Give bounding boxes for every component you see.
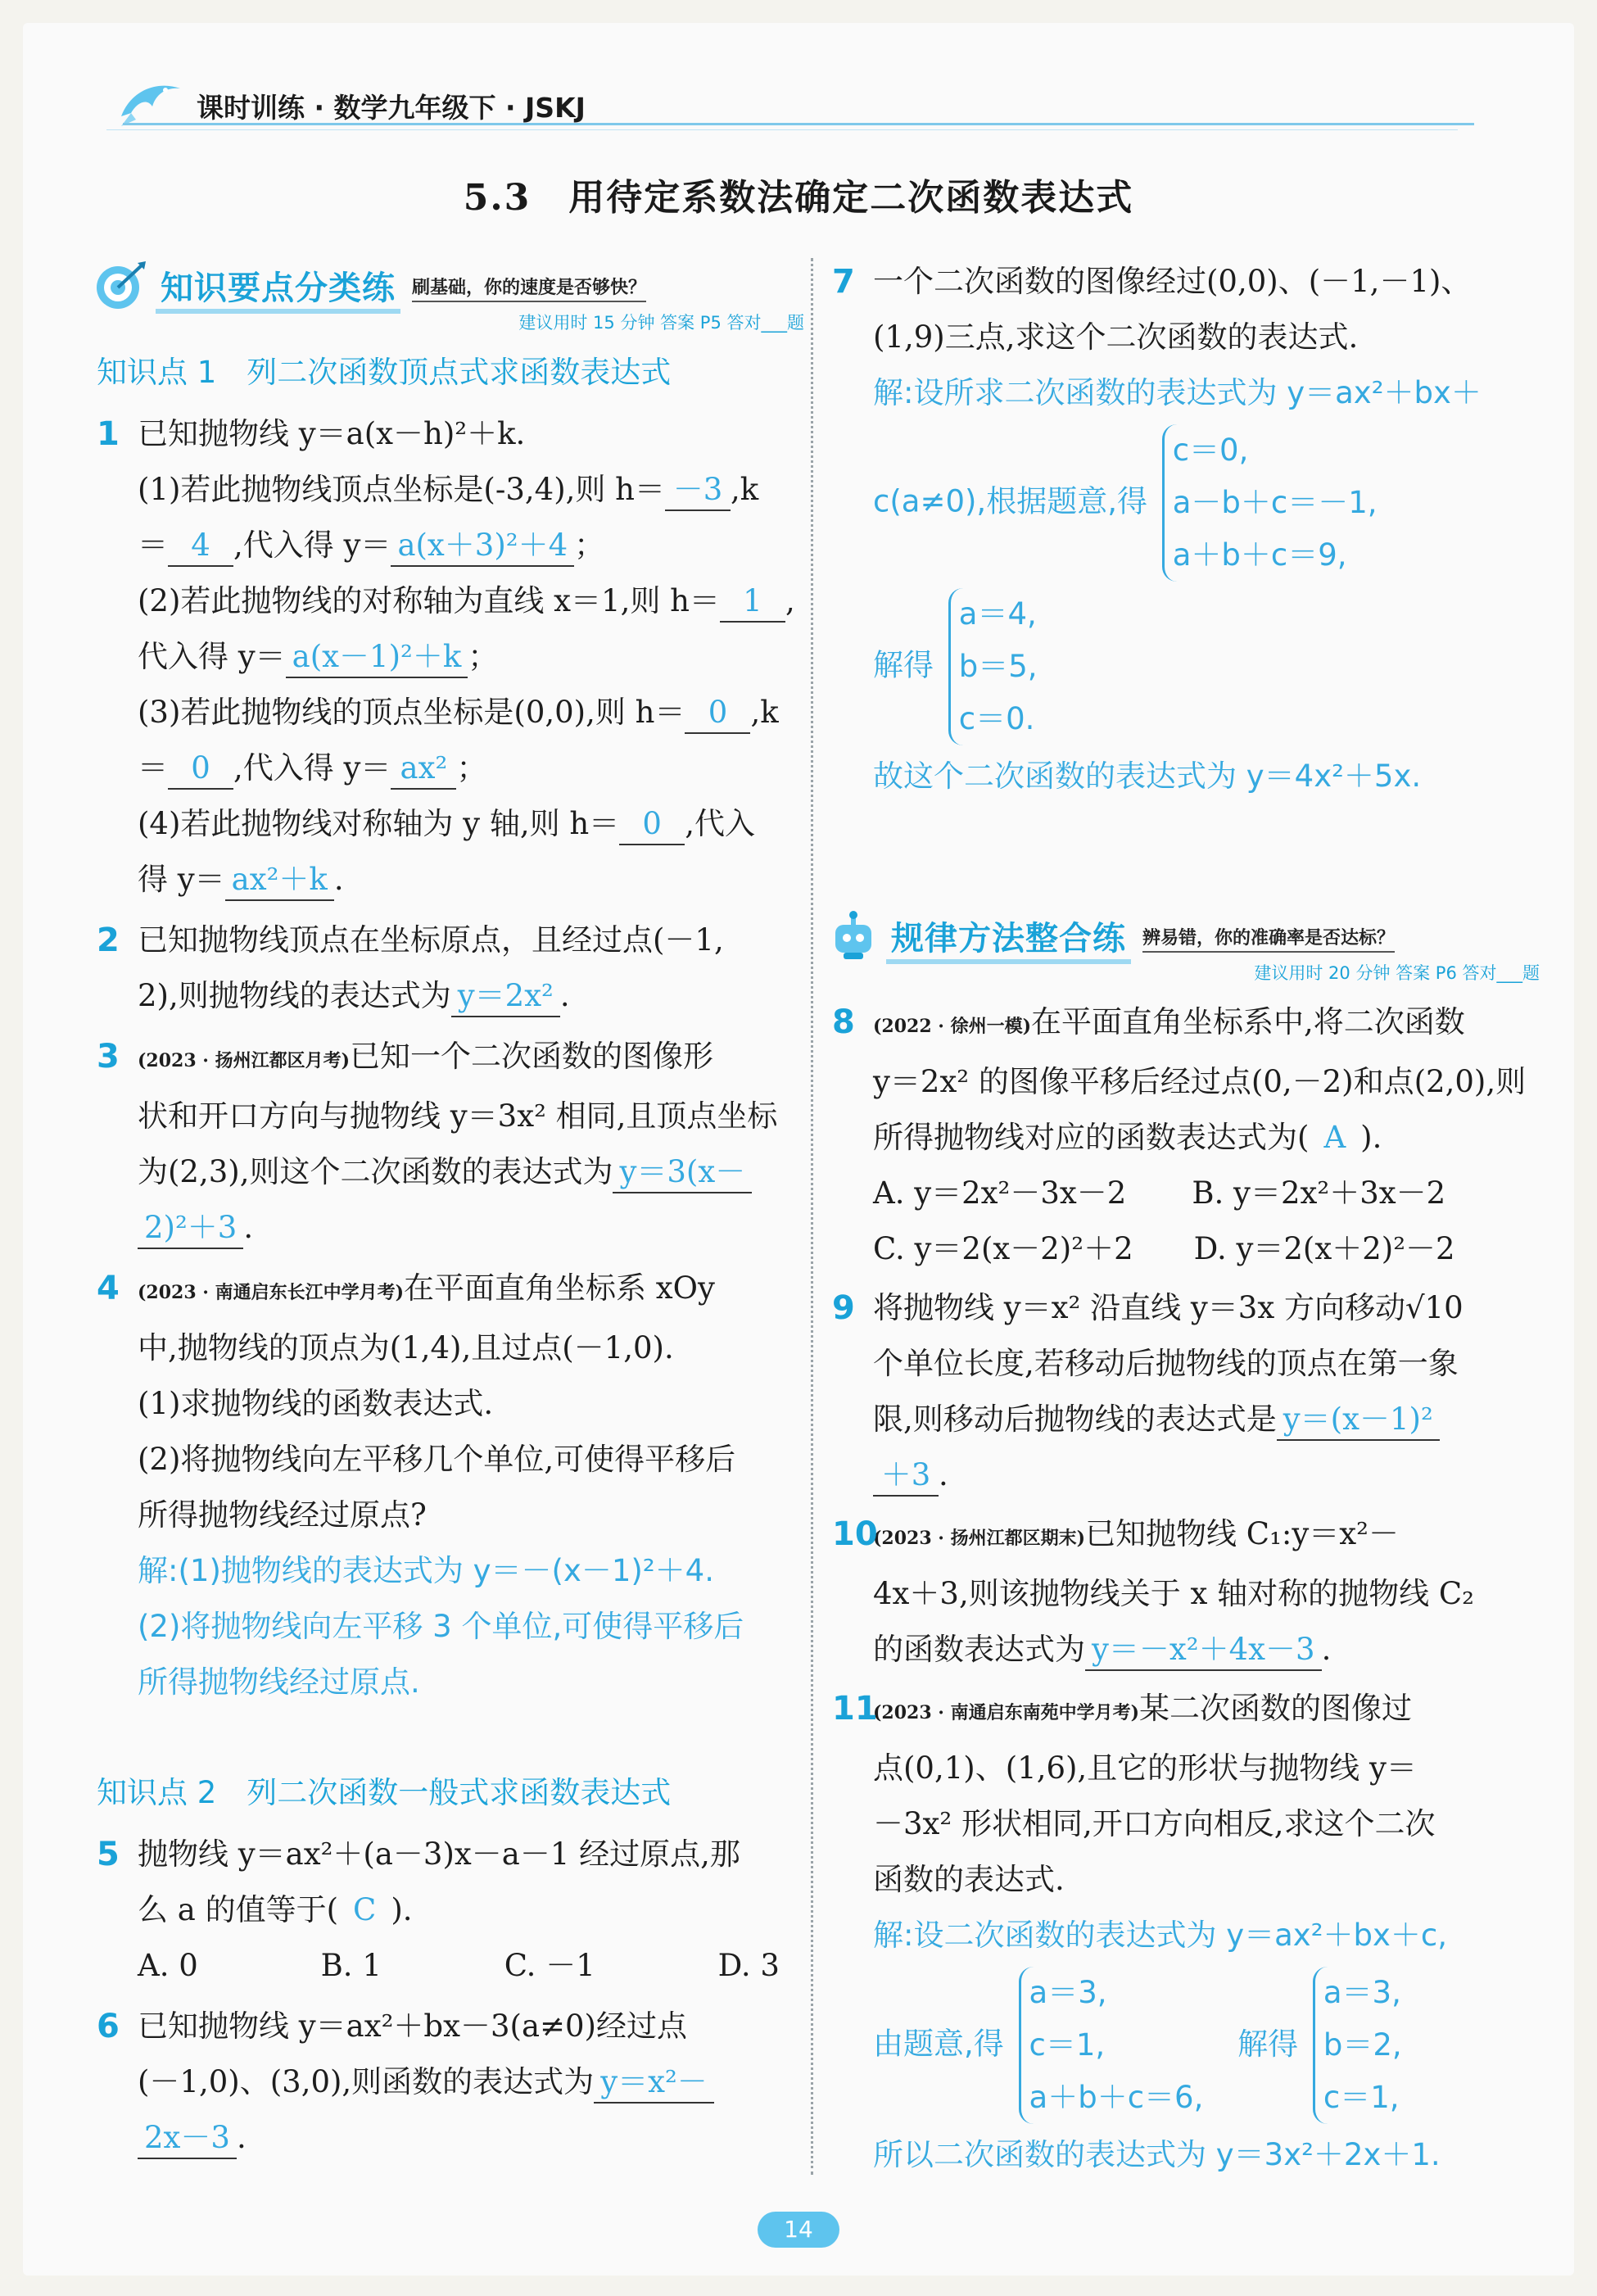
answer-blank: 0 xyxy=(685,693,750,734)
question-8 xyxy=(827,994,1540,1277)
question-1 xyxy=(92,406,804,908)
question-source: (2022 · 徐州一模) xyxy=(873,1016,1032,1037)
question-number: 5 xyxy=(97,1836,120,1873)
q1-part2: (2)若此抛物线的对称轴为直线 x＝1,则 h＝ 1 , xyxy=(138,573,804,629)
q11-solution: 解:设二次函数的表达式为 y＝ax²＋bx＋c, xyxy=(873,1918,1448,1953)
q2-line: 2),则抛物线的表达式为 y＝2x² . xyxy=(138,968,804,1024)
question-number: 9 xyxy=(832,1289,855,1327)
header-text: 课时训练 · 数学九年级下 · JSKJ xyxy=(197,91,586,124)
answer-blank: y＝(x－1)² xyxy=(1277,1400,1440,1441)
dolphin-icon xyxy=(115,74,185,138)
question-7 xyxy=(827,254,1540,804)
question-number: 11 xyxy=(832,1690,878,1728)
answer-blank: a(x－1)²＋k xyxy=(286,637,468,678)
right-column xyxy=(827,254,1540,2183)
q1-part2b: 代入得 y＝ a(x－1)²＋k ； xyxy=(138,629,804,685)
page-number: 14 xyxy=(758,2212,839,2248)
option: C. －1 xyxy=(504,1948,595,1983)
q11-line: 点(0,1)、(1,6),且它的形状与抛物线 y＝ xyxy=(873,1750,1417,1786)
option: A. y＝2x²－3x－2 xyxy=(873,1175,1127,1211)
q4-solution: 所得抛物线经过原点. xyxy=(138,1664,420,1700)
option: D. 3 xyxy=(717,1948,780,1983)
q4-line: (1)求抛物线的函数表达式. xyxy=(138,1386,494,1421)
knowledge-point-2: 知识点 2 列二次函数一般式求函数表达式 xyxy=(97,1775,672,1810)
left-column xyxy=(92,260,804,2166)
q3-line: 状和开口方向与抛物线 y＝3x² 相同,且顶点坐标 xyxy=(138,1098,778,1134)
answer-blank: 2)²＋3 xyxy=(138,1208,243,1249)
answer-blank: ax² xyxy=(391,749,456,790)
q5-options xyxy=(138,1938,804,1994)
question-source: (2023 · 南通启东长江中学月考) xyxy=(138,1282,405,1303)
q1-part4: (4)若此抛物线对称轴为 y 轴,则 h＝ 0 ,代入 xyxy=(138,796,804,852)
q6-line: (－1,0)、(3,0),则函数的表达式为 y＝x²－ xyxy=(138,2054,804,2110)
section-slogan: 辨易错，你的准确率是否达标？ xyxy=(1142,924,1395,953)
page-title: 5.3 用待定系数法确定二次函数表达式 xyxy=(463,177,1134,219)
q11-solution: 所以二次函数的表达式为 y＝3x²＋2x＋1. xyxy=(873,2137,1441,2172)
knowledge-point-1: 知识点 1 列二次函数顶点式求函数表达式 xyxy=(97,355,672,390)
question-2 xyxy=(92,913,804,1024)
q3-line: 2)²＋3 . xyxy=(138,1200,804,1256)
section-header-method xyxy=(827,911,1540,983)
q11-line: 函数的表达式. xyxy=(873,1862,1065,1897)
answer-blank: ＋3 xyxy=(873,1456,939,1497)
choice-answer: A xyxy=(1323,1120,1346,1155)
q10-line: 4x＋3,则该抛物线关于 x 轴对称的抛物线 C₂ xyxy=(873,1576,1475,1611)
q1-part3b: ＝ 0 ,代入得 y＝ ax² ； xyxy=(138,740,804,796)
q3-line: 为(2,3),则这个二次函数的表达式为 y＝3(x－ xyxy=(138,1144,804,1200)
answer-blank: －3 xyxy=(665,470,731,511)
question-5 xyxy=(92,1827,804,1994)
q7-solution: c(a≠0),根据题意,得 c＝0, a－b＋c＝－1, a＋b＋c＝9, xyxy=(873,421,1540,585)
section-header-basic xyxy=(92,260,804,333)
q5-line: 抛物线 y＝ax²＋(a－3)x－a－1 经过原点,那 xyxy=(138,1836,740,1872)
question-10 xyxy=(827,1506,1540,1678)
q1-part4b: 得 y＝ ax²＋k . xyxy=(138,852,804,908)
equation-system: c＝0, a－b＋c＝－1, a＋b＋c＝9, xyxy=(1162,424,1378,582)
equation-system: a＝4, b＝5, c＝0. xyxy=(948,588,1038,745)
q9-line: ＋3 . xyxy=(873,1447,1540,1503)
answer-blank: y＝－x²＋4x－3 xyxy=(1085,1630,1322,1671)
q8-options xyxy=(873,1221,1540,1277)
answer-blank: 0 xyxy=(619,804,685,845)
q9-line: 限,则移动后抛物线的表达式是 y＝(x－1)² xyxy=(873,1392,1540,1447)
q4-solution: (2)将抛物线向左平移 3 个单位,可使得平移后 xyxy=(138,1609,744,1644)
question-number: 8 xyxy=(832,1003,855,1041)
section-meta: 建议用时 15 分钟 答案 P5 答对___题 xyxy=(518,313,804,333)
q4-line: (2)将抛物线向左平移几个单位,可使得平移后 xyxy=(138,1442,736,1477)
q11-solution: 由题意,得 a＝3, c＝1, a＋b＋c＝6, 解得 a＝3, b＝2, c＝1, xyxy=(873,1963,1540,2127)
q5-line: 么 a 的值等于( C ). xyxy=(138,1892,413,1927)
q1-part1b: ＝ 4 ,代入得 y＝ a(x＋3)²＋4 ； xyxy=(138,518,804,573)
answer-blank: 4 xyxy=(168,526,233,567)
running-header xyxy=(115,74,586,138)
option: D. y＝2(x＋2)²－2 xyxy=(1193,1231,1455,1266)
question-number: 2 xyxy=(97,922,120,959)
section-slogan: 刷基础，你的速度是否够快？ xyxy=(412,274,646,302)
q1-part3: (3)若此抛物线的顶点坐标是(0,0),则 h＝ 0 ,k xyxy=(138,685,804,740)
question-source: (2023 · 扬州江都区期末) xyxy=(873,1528,1086,1549)
answer-blank: 0 xyxy=(168,749,233,790)
q4-line: 中,抛物线的顶点为(1,4),且过点(－1,0). xyxy=(138,1330,674,1365)
question-number: 1 xyxy=(97,415,120,453)
question-11 xyxy=(827,1681,1540,2183)
q1-stem: 已知抛物线 y＝a(x－h)²＋k. xyxy=(138,416,526,451)
q7-line: (1,9)三点,求这个二次函数的表达式. xyxy=(873,319,1359,355)
question-source: (2023 · 南通启东南苑中学月考) xyxy=(873,1702,1140,1723)
header-rule-thin xyxy=(106,129,1458,130)
section-meta: 建议用时 20 分钟 答案 P6 答对___题 xyxy=(1254,963,1540,983)
robot-icon xyxy=(827,910,880,966)
option: C. y＝2(x－2)²＋2 xyxy=(873,1231,1133,1266)
q10-line: (2023 · 扬州江都区期末)已知抛物线 C₁:y＝x²－ xyxy=(873,1516,1400,1551)
equation-system: a＝3, c＝1, a＋b＋c＝6, xyxy=(1019,1967,1204,2124)
answer-blank: 1 xyxy=(720,582,785,623)
q7-solution: 故这个二次函数的表达式为 y＝4x²＋5x. xyxy=(873,759,1422,794)
answer-blank: a(x＋3)²＋4 xyxy=(391,526,574,567)
q7-line: 一个二次函数的图像经过(0,0)、(－1,－1)、 xyxy=(873,264,1472,299)
q10-line: 的函数表达式为 y＝－x²＋4x－3 . xyxy=(873,1622,1540,1678)
answer-blank: y＝x²－ xyxy=(594,2063,714,2104)
question-6 xyxy=(92,1999,804,2166)
question-number: 4 xyxy=(97,1270,120,1307)
question-9 xyxy=(827,1280,1540,1503)
question-4 xyxy=(92,1261,804,1710)
q7-solution: 解:设所求二次函数的表达式为 y＝ax²＋bx＋ xyxy=(873,375,1482,410)
question-3 xyxy=(92,1029,804,1256)
answer-blank: y＝2x² xyxy=(451,976,560,1017)
q9-line: 将抛物线 y＝x² 沿直线 y＝3x 方向移动√10 xyxy=(873,1290,1464,1325)
target-icon xyxy=(92,260,149,315)
q9-line: 个单位长度,若移动后抛物线的顶点在第一象 xyxy=(873,1346,1459,1381)
q6-line: 2x－3 . xyxy=(138,2110,804,2166)
q4-solution: 解:(1)抛物线的表达式为 y＝－(x－1)²＋4. xyxy=(138,1553,714,1588)
q6-line: 已知抛物线 y＝ax²＋bx－3(a≠0)经过点 xyxy=(138,2008,687,2044)
q4-line: (2023 · 南通启东长江中学月考)在平面直角坐标系 xOy xyxy=(138,1270,715,1306)
option: A. 0 xyxy=(138,1948,198,1983)
q8-line: y＝2x² 的图像平移后经过点(0,－2)和点(2,0),则 xyxy=(873,1064,1527,1099)
question-number: 10 xyxy=(832,1515,878,1553)
q7-solution: 解得 a＝4, b＝5, c＝0. xyxy=(873,585,1540,749)
question-number: 6 xyxy=(97,2008,120,2045)
answer-blank: 2x－3 xyxy=(138,2118,237,2159)
q8-options xyxy=(873,1166,1540,1221)
q1-part1: (1)若此抛物线顶点坐标是(-3,4),则 h＝ －3 ,k xyxy=(138,462,804,518)
q3-line: (2023 · 扬州江都区月考)已知一个二次函数的图像形 xyxy=(138,1039,714,1074)
question-source: (2023 · 扬州江都区月考) xyxy=(138,1050,351,1071)
q8-line: 所得抛物线对应的函数表达式为( A ). xyxy=(873,1120,1382,1155)
question-number: 3 xyxy=(97,1038,120,1076)
equation-system: a＝3, b＝2, c＝1, xyxy=(1313,1967,1402,2124)
q8-line: (2022 · 徐州一模)在平面直角坐标系中,将二次函数 xyxy=(873,1004,1465,1039)
answer-blank: ax²＋k xyxy=(225,860,334,901)
section-badge: 知识要点分类练 xyxy=(156,262,400,314)
q11-line: (2023 · 南通启东南苑中学月考)某二次函数的图像过 xyxy=(873,1691,1413,1726)
section-badge: 规律方法整合练 xyxy=(886,913,1131,964)
question-number: 7 xyxy=(832,263,855,301)
q11-line: －3x² 形状相同,开口方向相反,求这个二次 xyxy=(873,1806,1436,1841)
option: B. y＝2x²＋3x－2 xyxy=(1192,1175,1446,1211)
column-divider xyxy=(811,258,813,2175)
header-rule xyxy=(123,123,1474,125)
answer-blank: y＝3(x－ xyxy=(613,1153,752,1193)
q2-line: 已知抛物线顶点在坐标原点，且经过点(－1, xyxy=(138,922,724,958)
option: B. 1 xyxy=(320,1948,382,1983)
q4-line: 所得抛物线经过原点? xyxy=(138,1497,427,1533)
choice-answer: C xyxy=(353,1892,377,1927)
